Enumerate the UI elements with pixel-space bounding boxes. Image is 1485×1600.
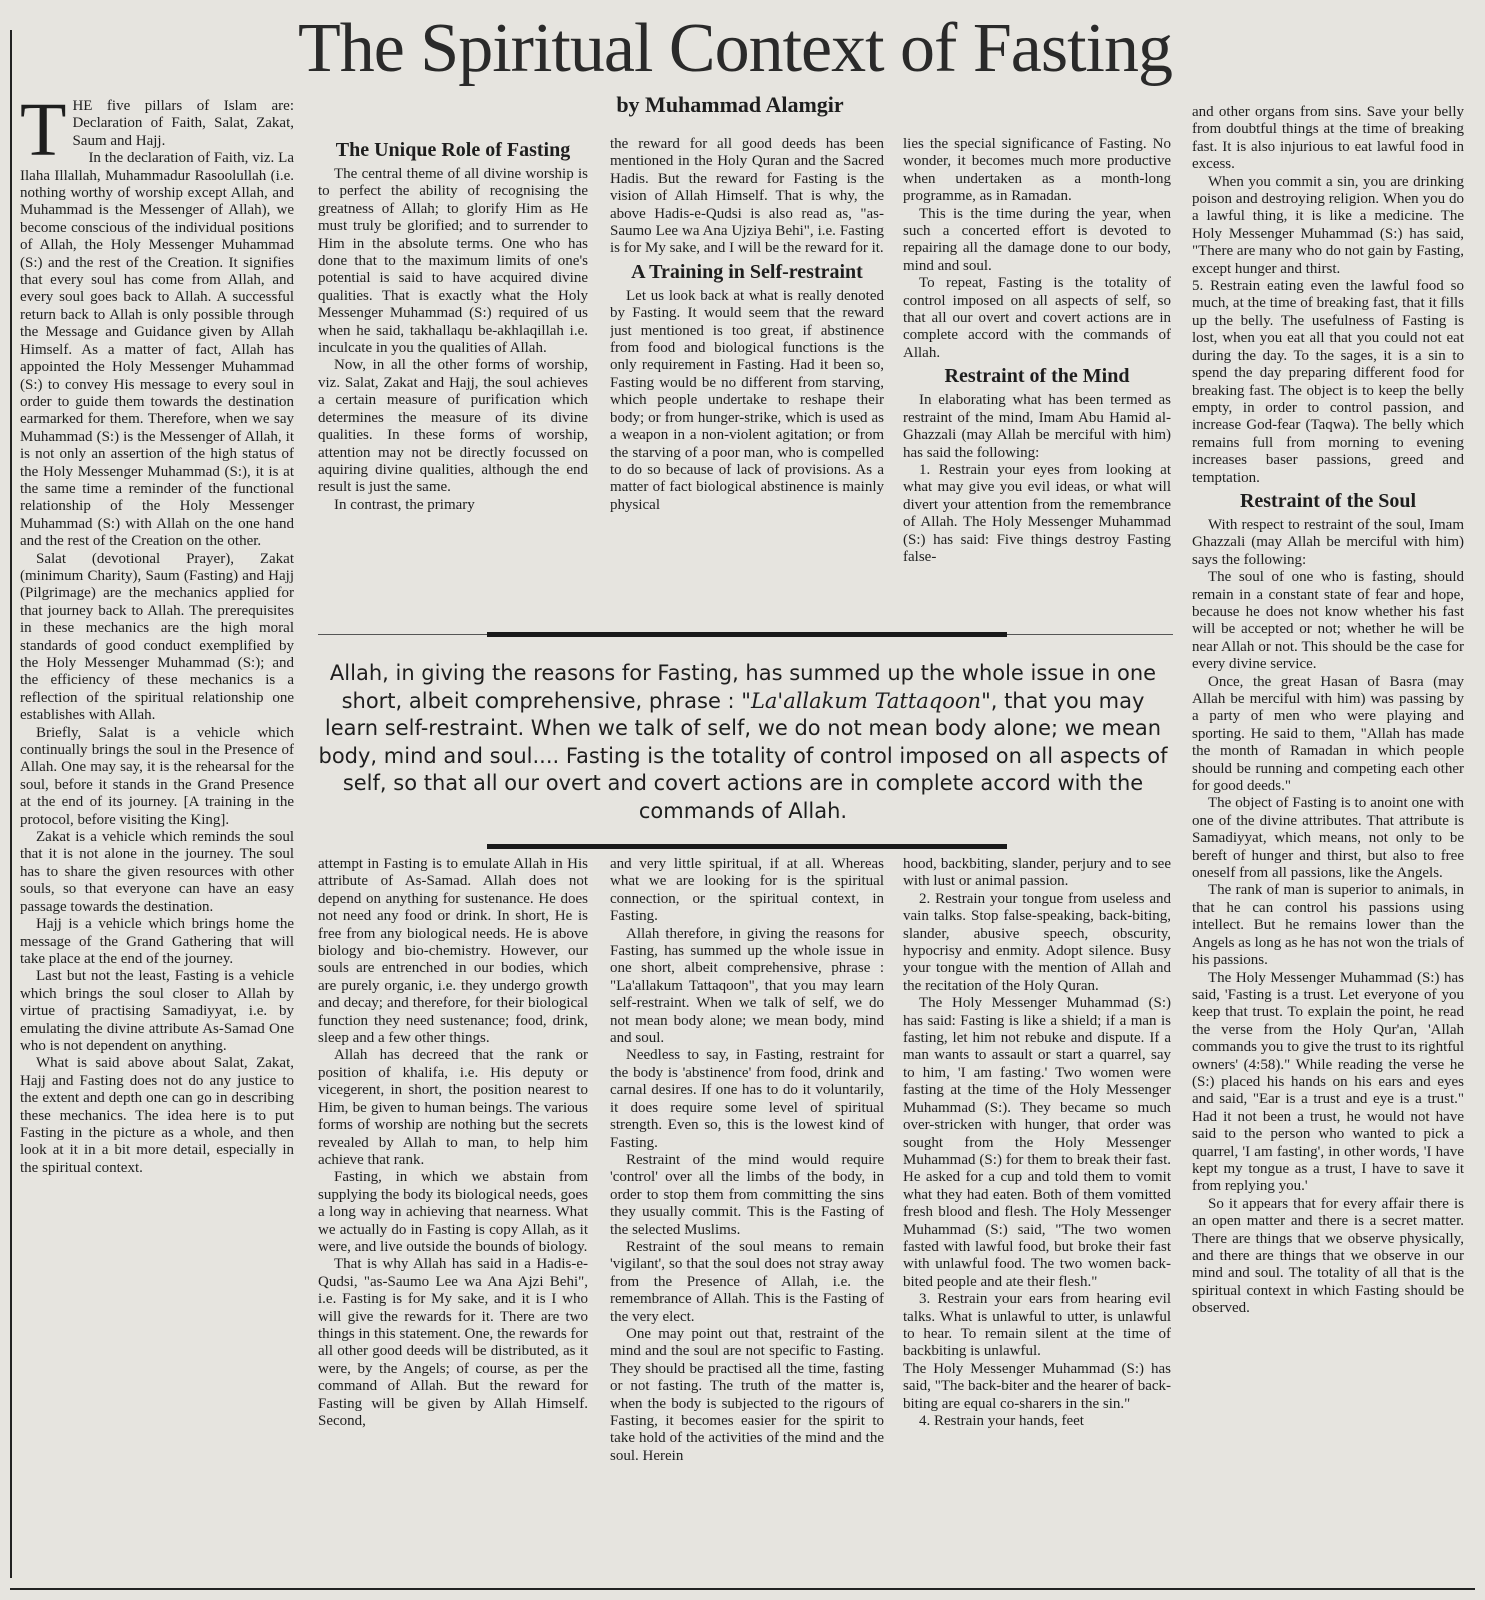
drop-cap: T [20, 98, 67, 172]
section-heading: A Training in Self-restraint [631, 260, 863, 283]
paragraph: Restraint of the mind would require 'control' over all the limbs of the body, in order to stop them from committing the sins they usually commit. This is the Fasting of the selected Muslims. [610, 1151, 884, 1238]
paragraph: the reward for all good deeds has been mentioned in the Holy Quran and the Sacred Hadis. But the reward for Fasting is the vision of Allah Himself. That is why, the above Hadis-e-Qudsi is also read as, "as-Saumo Lee wa Ana Ujziya Behi", i.e. Fasting is for My sake, and I will be the reward for it. [610, 136, 884, 257]
paragraph: To repeat, Fasting is the totality of control imposed on all aspects of self, so that all our overt and covert actions are in complete accord with the commands of Allah. [903, 275, 1171, 361]
paragraph: This is the time during the year, when such a concerted effort is devoted to repairing all the damage done to our body, mind and soul. [903, 205, 1171, 274]
column-4-top [903, 136, 1171, 622]
pullquote-phrase: La'allakum Tattaqoon [750, 688, 982, 713]
paragraph: Salat (devotional Prayer), Zakat (minimum Charity), Saum (Fasting) and Hajj (Pilgrimage) are the mechanics applied for that journey back to Allah. The prerequisites in these mechanics are the high moral standards of good conduct exemplified by the Holy Messenger Muhammad (S:); and the efficiency of these mechanics is a reflection of the spiritual relationship one establishes with Allah. [20, 550, 294, 724]
paragraph: Now, in all the other forms of worship, viz. Salat, Zakat and Hajj, the soul achieves a certain measure of purification which determines the measure of its divine qualities. In these forms of worship, attention may not be directly focussed on aquiring divine qualities, although the end result is just the same. [318, 357, 588, 496]
column-3-top [610, 136, 884, 622]
paragraph: Allah therefore, in giving the reasons for Fasting, has summed up the whole issue in one short, albeit comprehensive, phrase : "La'allakum Tattaqoon", that you may learn self-restraint. When we talk of self, we do not mean body alone; we mean body, mind and soul. [610, 925, 884, 1047]
paragraph: lies the special significance of Fasting. No wonder, it becomes much more productive when undertaken as a month-long programme, as in Ramadan. [903, 136, 1171, 205]
column-4-bottom [903, 856, 1171, 1578]
column-2-bottom [318, 856, 588, 1578]
section-heading: The Unique Role of Fasting [335, 139, 571, 161]
bottom-border-rule [10, 1588, 1475, 1590]
pullquote: Allah, in giving the reasons for Fasting, has summed up the whole issue in one short, albeit comprehensive, phrase : "La'allakum Tattaqoon", that you may learn self-restraint. When we talk of self, we do not mean body alone; we mean body, mind and soul.... Fasting is the totality of control imposed on all aspects of self, so that all our overt and covert actions are in complete accord with the commands of Allah. [318, 661, 1168, 823]
paragraph: Briefly, Salat is a vehicle which continually brings the soul in the Presence of Allah. One may say, it is the rehearsal for the soul, before it stands in the Grand Presence at the end of its journey. [A training in the protocol, before visiting the King]. [20, 724, 294, 828]
intro-paragraph: THE five pillars of Islam are: Declaration of Faith, Salat, Zakat, Saum and Hajj. [20, 98, 294, 172]
paragraph: Last but not the least, Fasting is a vehicle which brings the soul closer to Allah by virtue of practising Samadiyyat, i.e. by emulating the divine attribute As-Samad One who is not dependent on anything. [20, 968, 294, 1054]
paragraph: Allah has decreed that the rank or position of khalifa, i.e. His deputy or vicegerent, in short, the position nearest to Him, be given to human beings. The various forms of worship are nothing but the secrets revealed by Allah to man, to help him achieve that rank. [318, 1047, 588, 1168]
column-5 [1192, 104, 1464, 1580]
paragraph: The central theme of all divine worship is to perfect the ability of recognising the greatness of Allah; to glorify Him as He must truly be glorified; and to surrender to Him in the absolute terms. One who has done that to the maximum limits of one's potential is said to have acquired divine qualities. That is exactly what the Holy Messenger Muhammad (S:) required of us when he said, takhallaqu be-akhlaqillah i.e. inculcate in you the qualities of Allah. [318, 166, 588, 357]
paragraph: 2. Restrain your tongue from useless and vain talks. Stop false-speaking, back-biting, slander, abusive speech, obscurity, hypocrisy and enmity. Adopt silence. Busy your tongue with the mention of Allah and the recitation of the Holy Quran. [903, 890, 1171, 994]
paragraph: 4. Restrain your hands, feet [919, 1413, 1084, 1429]
paragraph: What is said above about Salat, Zakat, Hajj and Fasting does not do any justice to the extent and depth one can go in describing these mechanics. The idea here is to put Fasting in the picture as a whole, and then look at it in a bit more detail, especially in the spiritual context. [20, 1055, 294, 1176]
paragraph: Once, the great Hasan of Basra (may Allah be merciful with him) was passing by a party of men who were playing and sporting. He said to them, "Allah has made the month of Ramadan in which people should be running and competing each other for good deeds." [1192, 673, 1464, 795]
pullquote-bottom-rule [487, 844, 1007, 849]
article-title: The Spiritual Context of Fasting [297, 10, 1173, 87]
paragraph: The soul of one who is fasting, should remain in a constant state of fear and hope, because he does not know whether his fast will be accepted or not; whether he will be near Allah or not. This should be the case for every divine service. [1192, 569, 1464, 673]
paragraph: The rank of man is superior to animals, in that he can control his passions using intellect. But he remains lower than the Angels as long as he has not won the trials of his passions. [1192, 882, 1464, 969]
article-byline: by Muhammad Alamgir [616, 92, 844, 117]
paragraph: Restraint of the soul means to remain 'vigilant', so that the soul does not stray away from the Presence of Allah, i.e. the remembrance of Allah. This is the Fasting of the very elect. [610, 1238, 884, 1325]
section-heading: Restraint of the Soul [1239, 489, 1417, 512]
paragraph: Hajj is a vehicle which brings home the message of the Grand Gathering that will take place at the end of the journey. [20, 916, 294, 967]
paragraph: Needless to say, in Fasting, restraint for the body is 'abstinence' from food, drink and carnal desires. If one has to do it voluntarily, it does require some level of spiritual strength. Even so, this is the lowest kind of Fasting. [610, 1047, 884, 1151]
paragraph: In elaborating what has been termed as restraint of the mind, Imam Abu Hamid al-Ghazzali (may Allah be merciful with him) has said the following: [903, 392, 1171, 461]
paragraph: 1. Restrain your eyes from looking at what may give you evil ideas, or what will divert your attention from the remembrance of Allah. The Holy Messenger Muhammad (S:) has said: Five things destroy Fasting false- [903, 461, 1171, 565]
paragraph: attempt in Fasting is to emulate Allah in His attribute of As-Samad. Allah does not depend on anything for sustenance. He does not need any food or drink. In short, He is free from any biological needs. He is above biology and bio-chemistry. However, our souls are entrenched in our bodies, which are purely organic, i.e. they undergo growth and decay; and therefore, for their biological function they need sustenance; food, drink, sleep and a few other things. [318, 856, 588, 1047]
paragraph: With respect to restraint of the soul, Imam Ghazzali (may Allah be merciful with him) says the following: [1192, 516, 1464, 568]
paragraph: Let us look back at what is really denoted by Fasting. It would seem that the reward just mentioned is too great, if abstinence from food and biological functions is the only requirement in Fasting. Had it been so, Fasting would be no different from starving, which people undertake to reshape their body; or from hunger-strike, which is used as a weapon in a non-violent agitation; or from the starving of a poor man, who is compelled to do so because of lack of provisions. As a matter of fact biological abstinence is mainly physical [610, 287, 884, 513]
paragraph: and other organs from sins. Save your belly from doubtful things at the time of breaking fast. It is also injurious to eat lawful food in excess. [1192, 104, 1464, 173]
paragraph: In the declaration of Faith, viz. La Ilaha Illallah, Muhammadur Rasoolullah (i.e. nothing worthy of worship except Allah, and Muhammad is the Messenger of Allah), we become conscious of the individual positions of Allah, the Holy Messenger Muhammad (S:) and the rest of the Creation. It signifies that every soul has come from Allah, and every soul goes back to Allah. A successful return back to Allah is only possible through the Message and Guidance given by Allah Himself. As a matter of fact, Allah has appointed the Holy Messenger Muhammad (S:) to convey His message to every soul in order to guide them towards the destination earmarked for them. Therefore, when we say Muhammad (S:) is the Messenger of Allah, it is not only an assertion of the high status of the Holy Messenger Muhammad (S:), it is at the same time a reminder of the functional relationship of the Holy Messenger Muhammad (S:) with Allah on the one hand and the rest of the Creation on the other. [20, 150, 294, 550]
column-1 [20, 98, 294, 1578]
section-heading: Restraint of the Mind [944, 365, 1130, 388]
paragraph: 5. Restrain eating even the lawful food so much, at the time of breaking fast, that it fills up the belly. The usefulness of Fasting is lost, when you eat all that you could not eat during the day. To the sages, it is a sin to spend the day preparing different food for breaking fast. The object is to keep the belly empty, in order to control passion, and increase God-fear (Taqwa). The belly which remains full from morning to evening increases baser passions, greed and temptation. [1192, 278, 1464, 486]
paragraph: That is why Allah has said in a Hadis-e-Qudsi, "as-Saumo Lee wa Ana Ajzi Behi", i.e. Fasting is for My sake, and it is I who will give the rewards for it. There are two things in this statement. One, the rewards for all other good deeds will be distributed, as it were, by the Angels; of course, as per the command of Allah. But the reward for Fasting will be given by Allah Himself. Second, [318, 1256, 588, 1429]
paragraph: Fasting, in which we abstain from supplying the body its biological needs, goes a long way in achieving that nearness. What we actually do in Fasting is copy Allah, as it were, and live outside the bounds of biology. [318, 1169, 588, 1255]
left-border-rule [10, 30, 12, 1578]
paragraph: One may point out that, restraint of the mind and the soul are not specific to Fasting. They should be practised all the time, fasting or not fasting. The truth of the matter is, when the body is subjected to the rigours of Fasting, it becomes easier for the spirit to take hold of the activities of the mind and the soul. Herein [610, 1325, 884, 1464]
paragraph: The Holy Messenger Muhammad (S:) has said, 'Fasting is a trust. Let everyone of you keep that trust. To explain the point, he read the verse from the Holy Qur'an, 'Allah commands you to give the trust to its rightful owners' (4:58)." While reading the verse he (S:) placed his hands on his ears and eyes and said, "Ear is a trust and eye is a trust." Had it not been a trust, he would not have said to the person who wanted to pick a quarrel, 'I am fasting', in other words, 'I have kept my tongue as a trust, I have to save it from replying you.' [1192, 969, 1464, 1195]
paragraph: When you commit a sin, you are drinking poison and destroying religion. When you do a lawful thing, it is like a medicine. The Holy Messenger Muhammad (S:) has said, "There are many who do not gain by Fasting, except hunger and thirst. [1192, 173, 1464, 277]
paragraph: The Holy Messenger Muhammad (S:) has said: Fasting is like a shield; if a man is fasting, let him not rebuke and dispute. If a man wants to assault or start a quarrel, say to him, 'I am fasting.' Two women were fasting at the time of the Holy Messenger Muhammad (S:). They became so much over-stricken with hunger, that order was sought from the Holy Messenger Muhammad (S:) for them to break their fast. He asked for a cup and told them to vomit what they had eaten. Both of them vomitted fresh blood and flesh. The Holy Messenger Muhammad (S:) said, "The two women fasted with lawful food, but broke their fast with unlawful food. The two women back-bited people and ate their flesh." [903, 995, 1171, 1290]
column-2-top [318, 136, 588, 622]
paragraph: In contrast, the primary [334, 496, 475, 513]
paragraph: and very little spiritual, if at all. Whereas what we are looking for is the spiritual connection, or the spiritual context, in Fasting. [610, 856, 884, 925]
paragraph: hood, backbiting, slander, perjury and to see with lust or animal passion. [903, 856, 1171, 890]
column-3-bottom [610, 856, 884, 1578]
paragraph: The Holy Messenger Muhammad (S:) has said, "The back-biter and the hearer of back-biting are equal co-sharers in the sin." [903, 1360, 1171, 1412]
paragraph: The object of Fasting is to anoint one with one of the divine attributes. That attribute is Samadiyyat, which means, not only to be bereft of hunger and thirst, but also to free oneself from all passions, like the Angels. [1192, 795, 1464, 882]
paragraph: So it appears that for every affair there is an open matter and there is a secret matter. There are things that we observe physically, and there are things that we observe in our mind and soul. The totality of all that is the spiritual context in which Fasting should be observed. [1192, 1195, 1464, 1317]
pullquote-top-rule [487, 632, 1007, 637]
paragraph: 3. Restrain your ears from hearing evil talks. What is unlawful to utter, is unlawful to hear. To remain silent at the time of backbiting is unlawful. [903, 1291, 1171, 1360]
paragraph: Zakat is a vehicle which reminds the soul that it is not alone in the journey. The soul has to share the given resources with other souls, so that everyone can have an easy passage towards the destination. [20, 829, 294, 915]
